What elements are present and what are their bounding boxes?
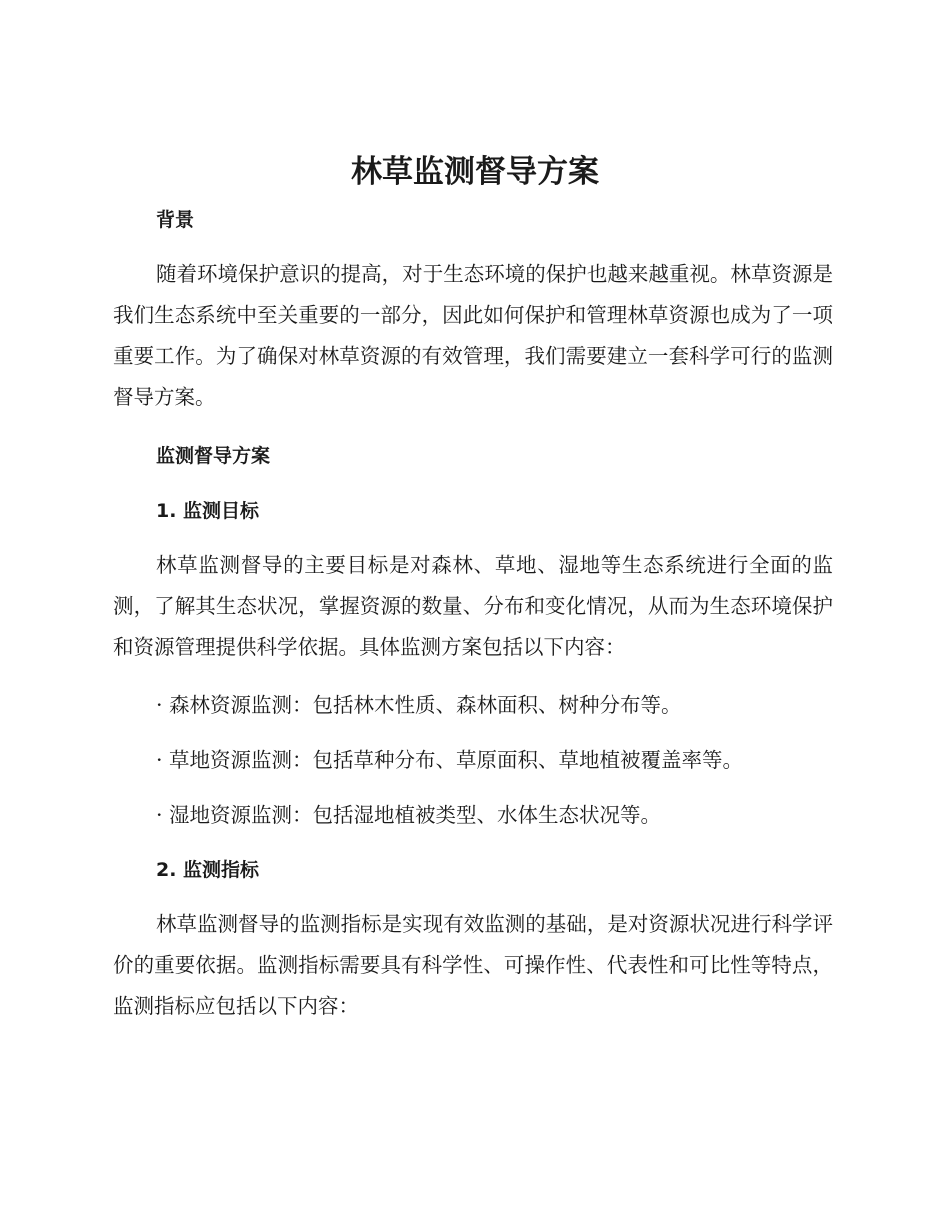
document-title: 林草监测督导方案 bbox=[351, 154, 599, 190]
plan-heading: 监测督导方案 bbox=[156, 445, 271, 467]
bullet-wetland-monitoring: · 湿地资源监测：包括湿地植被类型、水体生态状况等。 bbox=[156, 803, 662, 827]
background-paragraph: 随着环境保护意识的提高，对于生态环境的保护也越来越重视。林草资源是我们生态系统中至关重要的一部分，因此如何保护和管理林草资源也成为了一项重要工作。为了确保对林草资源的有效管理，我们需要建立一套科学可行的监测督导方案。 bbox=[113, 262, 833, 409]
background-heading: 背景 bbox=[156, 209, 195, 231]
bullet-grassland-monitoring: · 草地资源监测：包括草种分布、草原面积、草地植被覆盖率等。 bbox=[156, 748, 744, 772]
goal-paragraph: 林草监测督导的主要目标是对森林、草地、湿地等生态系统进行全面的监测，了解其生态状况，掌握资源的数量、分布和变化情况，从而为生态环境保护和资源管理提供科学依据。具体监测方案包括以下内容： bbox=[113, 553, 833, 659]
indicator-paragraph: 林草监测督导的监测指标是实现有效监测的基础，是对资源状况进行科学评价的重要依据。监测指标需要具有科学性、可操作性、代表性和可比性等特点，监测指标应包括以下内容： bbox=[113, 912, 833, 1018]
bullet-forest-monitoring: · 森林资源监测：包括林木性质、森林面积、树种分布等。 bbox=[156, 693, 682, 717]
indicator-heading: 2. 监测指标 bbox=[156, 859, 260, 881]
goal-heading: 1. 监测目标 bbox=[156, 500, 260, 522]
